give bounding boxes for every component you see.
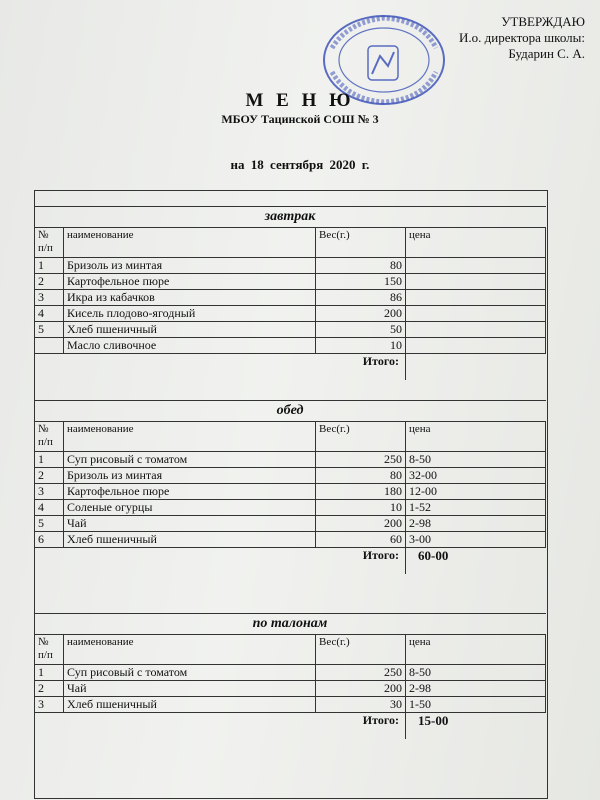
dish-price: 1-52 bbox=[406, 500, 546, 516]
dish-price bbox=[406, 306, 546, 322]
approval-line-1: УТВЕРЖДАЮ bbox=[501, 14, 585, 29]
dish-weight: 150 bbox=[316, 274, 406, 290]
dish-weight: 180 bbox=[316, 484, 406, 500]
dish-weight: 60 bbox=[316, 532, 406, 548]
dish-name: Масло сливочное bbox=[64, 338, 316, 354]
column-header-num: № п/п bbox=[35, 422, 64, 452]
column-header-name: наименование bbox=[64, 228, 316, 258]
row-number: 5 bbox=[35, 322, 64, 338]
dish-price bbox=[406, 258, 546, 274]
column-header-weight: Вес(г.) bbox=[316, 228, 406, 258]
dish-weight: 10 bbox=[316, 500, 406, 516]
dish-price: 32-00 bbox=[406, 468, 546, 484]
column-header-name: наименование bbox=[64, 422, 316, 452]
menu-title: М Е Н Ю bbox=[245, 90, 355, 111]
total-row bbox=[35, 713, 546, 740]
total-value: 15-00 bbox=[418, 713, 449, 728]
row-number: 3 bbox=[35, 697, 64, 713]
row-number: 6 bbox=[35, 532, 64, 548]
total-row bbox=[35, 548, 546, 575]
coupons-heading: по талонам bbox=[34, 613, 546, 634]
row-number: 4 bbox=[35, 306, 64, 322]
total-row bbox=[35, 354, 546, 381]
dish-weight: 80 bbox=[316, 258, 406, 274]
row-number: 2 bbox=[35, 274, 64, 290]
total-value: 60-00 bbox=[418, 548, 449, 563]
table-row bbox=[35, 258, 546, 274]
dish-name: Хлеб пшеничный bbox=[64, 697, 316, 713]
approval-line-3: Бударин С. А. bbox=[508, 46, 585, 61]
dish-weight: 250 bbox=[316, 665, 406, 681]
dish-weight: 86 bbox=[316, 290, 406, 306]
coupons-section bbox=[34, 613, 546, 739]
dish-weight: 200 bbox=[316, 516, 406, 532]
column-header-weight: Вес(г.) bbox=[316, 422, 406, 452]
dish-name: Чай bbox=[64, 681, 316, 697]
table-header-row bbox=[35, 422, 546, 452]
table-row bbox=[35, 322, 546, 338]
dish-name: Кисель плодово-ягодный bbox=[64, 306, 316, 322]
dish-name: Икра из кабачков bbox=[64, 290, 316, 306]
coupons-table bbox=[34, 634, 546, 739]
row-number: 3 bbox=[35, 290, 64, 306]
dish-price: 12-00 bbox=[406, 484, 546, 500]
dish-name: Хлеб пшеничный bbox=[64, 532, 316, 548]
total-value bbox=[406, 354, 546, 381]
dish-name: Картофельное пюре bbox=[64, 484, 316, 500]
table-row bbox=[35, 665, 546, 681]
table-row bbox=[35, 338, 546, 354]
dish-weight: 50 bbox=[316, 322, 406, 338]
table-row bbox=[35, 452, 546, 468]
lunch-heading: обед bbox=[34, 400, 546, 421]
breakfast-heading: завтрак bbox=[34, 206, 546, 227]
row-number: 2 bbox=[35, 468, 64, 484]
row-number: 1 bbox=[35, 452, 64, 468]
row-number bbox=[35, 338, 64, 354]
column-header-num: № п/п bbox=[35, 228, 64, 258]
dish-price bbox=[406, 338, 546, 354]
dish-name: Бризоль из минтая bbox=[64, 258, 316, 274]
table-row bbox=[35, 290, 546, 306]
row-number: 5 bbox=[35, 516, 64, 532]
school-name: МБОУ Тацинской СОШ № 3 bbox=[221, 112, 379, 126]
table-header-row bbox=[35, 635, 546, 665]
column-header-price: цена bbox=[406, 228, 546, 258]
column-header-price: цена bbox=[406, 635, 546, 665]
dish-weight: 200 bbox=[316, 306, 406, 322]
dish-name: Картофельное пюре bbox=[64, 274, 316, 290]
total-label: Итого: bbox=[35, 548, 406, 575]
dish-name: Хлеб пшеничный bbox=[64, 322, 316, 338]
approval-line-2: И.о. директора школы: bbox=[459, 30, 585, 45]
dish-price: 2-98 bbox=[406, 516, 546, 532]
breakfast-section bbox=[34, 206, 546, 380]
dish-weight: 30 bbox=[316, 697, 406, 713]
dish-price: 8-50 bbox=[406, 665, 546, 681]
table-header-row bbox=[35, 228, 546, 258]
row-number: 1 bbox=[35, 665, 64, 681]
lunch-section bbox=[34, 400, 546, 574]
total-label: Итого: bbox=[35, 713, 406, 740]
dish-weight: 250 bbox=[316, 452, 406, 468]
approval-block bbox=[410, 14, 585, 62]
table-row bbox=[35, 681, 546, 697]
dish-weight: 80 bbox=[316, 468, 406, 484]
lunch-table bbox=[34, 421, 546, 574]
table-row bbox=[35, 500, 546, 516]
dish-weight: 200 bbox=[316, 681, 406, 697]
row-number: 2 bbox=[35, 681, 64, 697]
column-header-num: № п/п bbox=[35, 635, 64, 665]
dish-name: Соленые огурцы bbox=[64, 500, 316, 516]
dish-price: 8-50 bbox=[406, 452, 546, 468]
dish-name: Суп рисовый с томатом bbox=[64, 665, 316, 681]
column-header-price: цена bbox=[406, 422, 546, 452]
dish-name: Чай bbox=[64, 516, 316, 532]
table-row bbox=[35, 516, 546, 532]
menu-date: на 18 сентября 2020 г. bbox=[230, 157, 370, 172]
row-number: 4 bbox=[35, 500, 64, 516]
table-row bbox=[35, 697, 546, 713]
row-number: 3 bbox=[35, 484, 64, 500]
table-row bbox=[35, 484, 546, 500]
dish-weight: 10 bbox=[316, 338, 406, 354]
dish-price bbox=[406, 322, 546, 338]
column-header-name: наименование bbox=[64, 635, 316, 665]
table-row bbox=[35, 532, 546, 548]
table-row bbox=[35, 468, 546, 484]
table-row bbox=[35, 274, 546, 290]
dish-name: Бризоль из минтая bbox=[64, 468, 316, 484]
row-number: 1 bbox=[35, 258, 64, 274]
table-row bbox=[35, 306, 546, 322]
dish-price bbox=[406, 290, 546, 306]
breakfast-table bbox=[34, 227, 546, 380]
dish-price bbox=[406, 274, 546, 290]
dish-price: 2-98 bbox=[406, 681, 546, 697]
dish-price: 3-00 bbox=[406, 532, 546, 548]
total-label: Итого: bbox=[35, 354, 406, 381]
dish-price: 1-50 bbox=[406, 697, 546, 713]
dish-name: Суп рисовый с томатом bbox=[64, 452, 316, 468]
column-header-weight: Вес(г.) bbox=[316, 635, 406, 665]
